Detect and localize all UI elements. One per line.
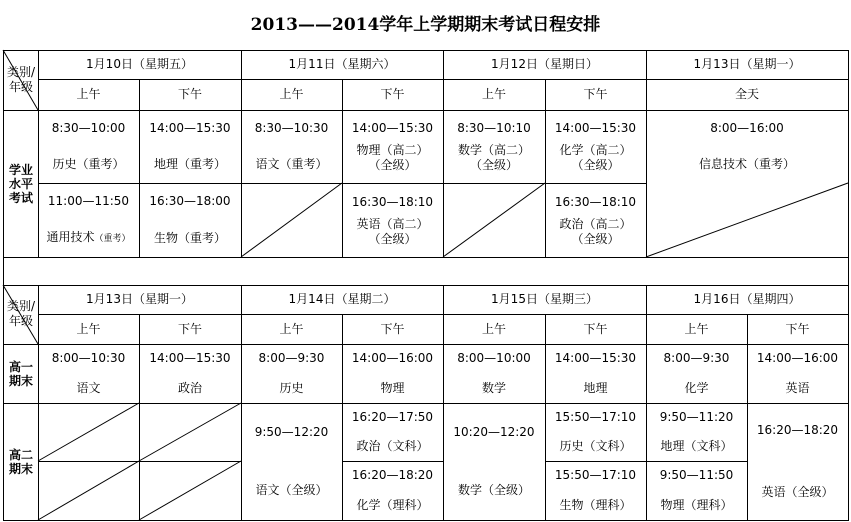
exam-subject-line: [46, 230, 130, 247]
exam-cell: [342, 344, 443, 403]
exam-subject: 化学（高二）: [559, 143, 632, 157]
exam-cell: [342, 183, 443, 257]
empty-slot-diagonal: [443, 183, 545, 257]
exam-cell: [646, 461, 747, 520]
exam-time: 10:20—12:20: [453, 425, 535, 439]
period-header: 下午: [177, 321, 202, 336]
corner-category: 类别/: [6, 299, 36, 313]
corner-header: [3, 294, 39, 334]
date-header: 1月12日（星期日）: [491, 57, 598, 71]
date-header: 1月13日（星期一）: [86, 292, 193, 306]
period-header: 上午: [76, 321, 101, 336]
exam-cell: [646, 403, 747, 461]
exam-time: 14:00—16:00: [756, 351, 839, 366]
period-header: 上午: [481, 321, 506, 336]
exam-scope: （全级）: [571, 158, 620, 172]
exam-scope: （全级）: [469, 158, 518, 172]
exam-subject: 历史: [279, 380, 304, 395]
date-header: 1月10日（星期五）: [86, 57, 193, 71]
exam-subject: 语文（重考）: [255, 157, 328, 172]
period-header: 下午: [380, 87, 405, 101]
empty-slot-diagonal: [38, 403, 139, 461]
exam-cell: [646, 344, 747, 403]
exam-cell: [139, 183, 241, 257]
exam-cell: [342, 403, 443, 461]
exam-subject: 英语: [785, 380, 810, 395]
exam-cell: [747, 344, 848, 403]
exam-subject: 地理: [583, 380, 608, 395]
period-header: 下午: [380, 321, 405, 336]
exam-time: 14:00—15:30: [149, 120, 231, 135]
exam-note: （重考）: [94, 233, 131, 244]
row-label-academic-test: [3, 110, 39, 257]
corner-grade: 年级: [8, 314, 33, 328]
exam-time: 16:20—18:20: [351, 468, 434, 483]
exam-time: 14:00—15:30: [554, 121, 637, 135]
empty-slot-diagonal: [241, 183, 342, 257]
exam-subject: 物理（高二）: [356, 143, 429, 157]
exam-time: 11:00—11:50: [47, 193, 130, 208]
period-header: 下午: [583, 87, 608, 101]
row-label-line: 水平: [8, 176, 33, 191]
empty-slot-diagonal: [139, 461, 241, 520]
corner-grade: 年级: [8, 80, 33, 94]
exam-subject: 历史（重考）: [52, 157, 125, 172]
exam-time: 9:50—11:50: [659, 468, 734, 483]
row-label-line: 高一: [8, 359, 33, 374]
exam-time: 8:30—10:10: [457, 121, 531, 135]
date-header: 1月14日（星期二）: [288, 292, 396, 306]
exam-time: 16:30—18:00: [149, 194, 231, 208]
period-header: 下午: [785, 321, 810, 336]
empty-slot-diagonal: [38, 461, 139, 520]
exam-subject: 地理（文科）: [660, 439, 733, 453]
exam-subject: 地理（重考）: [153, 157, 226, 172]
corner-category: 类别/: [6, 65, 36, 79]
exam-subject: 英语（高二）: [356, 217, 429, 231]
exam-time: 8:30—10:30: [254, 120, 329, 135]
period-header: 上午: [279, 87, 304, 101]
corner-header: [3, 60, 39, 100]
period-header: 上午: [481, 87, 506, 101]
exam-subject: 历史（文科）: [559, 439, 632, 453]
row-label-line: 学业: [8, 162, 33, 177]
exam-time: 16:20—17:50: [351, 410, 434, 424]
exam-cell: [241, 403, 342, 520]
exam-subject: 化学（理科）: [356, 497, 429, 512]
exam-time: 14:00—15:30: [554, 351, 637, 366]
exam-cell: [139, 110, 241, 183]
exam-time: 16:20—18:20: [756, 423, 839, 437]
exam-cell: [38, 110, 139, 183]
period-header: 下午: [177, 87, 202, 101]
date-header: 1月16日（星期四）: [693, 292, 801, 306]
exam-cell: [545, 403, 646, 461]
date-header: 1月15日（星期三）: [491, 292, 598, 306]
exam-time: 9:50—12:20: [254, 425, 329, 439]
exam-subject: 数学（全级）: [457, 483, 530, 497]
exam-scope: （全级）: [368, 158, 417, 172]
exam-cell: [443, 110, 545, 183]
exam-time: 8:00—10:30: [51, 351, 126, 366]
exam-subject: 生物（理科）: [559, 497, 632, 512]
exam-subject: 英语（全级）: [761, 485, 834, 499]
exam-time: 8:00—10:00: [457, 351, 531, 366]
exam-cell: [241, 110, 342, 183]
period-header: 全天: [734, 87, 759, 101]
exam-cell: [443, 403, 545, 520]
exam-time: 14:00—15:30: [149, 351, 231, 366]
row-label-line: 考试: [8, 190, 33, 205]
row-label-line: 期末: [8, 373, 33, 388]
exam-time: 9:50—11:20: [659, 410, 734, 424]
row-label-grade1-final: [3, 344, 39, 403]
row-label-line: 期末: [8, 461, 33, 476]
exam-subject: 政治: [177, 380, 202, 395]
period-header: 上午: [279, 321, 304, 336]
exam-subject: 信息技术（重考）: [698, 157, 795, 172]
date-header: 1月11日（星期六）: [288, 57, 396, 71]
exam-cell: [747, 403, 848, 520]
exam-time: 15:50—17:10: [554, 468, 637, 483]
exam-scope: （全级）: [368, 232, 417, 246]
period-header: 上午: [684, 321, 709, 336]
period-header: 上午: [76, 87, 101, 101]
exam-time: 8:00—16:00: [710, 120, 784, 135]
exam-scope: （全级）: [571, 232, 620, 246]
exam-subject: 通用技术: [46, 229, 95, 244]
exam-time: 15:50—17:10: [554, 410, 637, 424]
empty-slot-diagonal: [139, 403, 241, 461]
exam-cell: [443, 344, 545, 403]
exam-subject: 政治（高二）: [559, 217, 632, 231]
date-header: 1月13日（星期一）: [693, 57, 801, 71]
exam-subject: 政治（文科）: [356, 439, 429, 453]
exam-cell: [241, 344, 342, 403]
exam-time: 14:00—16:00: [351, 351, 434, 366]
row-label-grade2-final: [3, 403, 39, 520]
exam-subject: 物理（理科）: [660, 497, 733, 512]
exam-subject: 生物（重考）: [153, 231, 226, 245]
exam-cell: [139, 344, 241, 403]
exam-time: 8:00—9:30: [258, 351, 325, 366]
exam-cell: [545, 461, 646, 520]
exam-time: 16:30—18:10: [351, 195, 434, 209]
exam-subject: 语文（全级）: [255, 483, 328, 497]
period-header: 下午: [583, 321, 608, 336]
exam-subject: 数学: [481, 380, 506, 395]
exam-subject: 语文: [76, 380, 101, 395]
exam-subject: 化学: [684, 380, 709, 395]
exam-cell: [545, 344, 646, 403]
exam-time: 14:00—15:30: [351, 121, 434, 135]
exam-time: 8:30—10:00: [51, 120, 126, 135]
exam-cell: [342, 110, 443, 183]
exam-cell: [545, 183, 646, 257]
exam-cell: [38, 344, 139, 403]
empty-slot-diagonal: [646, 183, 848, 257]
exam-time: 8:00—9:30: [663, 351, 730, 366]
page-title: 2013——2014学年上学期期末考试日程安排: [250, 15, 601, 35]
exam-cell: [545, 110, 646, 183]
exam-cell: [646, 110, 848, 183]
row-label-line: 高二: [8, 447, 33, 462]
exam-time: 16:30—18:10: [554, 195, 637, 209]
exam-cell: [342, 461, 443, 520]
exam-subject: 物理: [380, 380, 405, 395]
exam-subject: 数学（高二）: [457, 143, 530, 157]
exam-cell: [38, 183, 139, 257]
